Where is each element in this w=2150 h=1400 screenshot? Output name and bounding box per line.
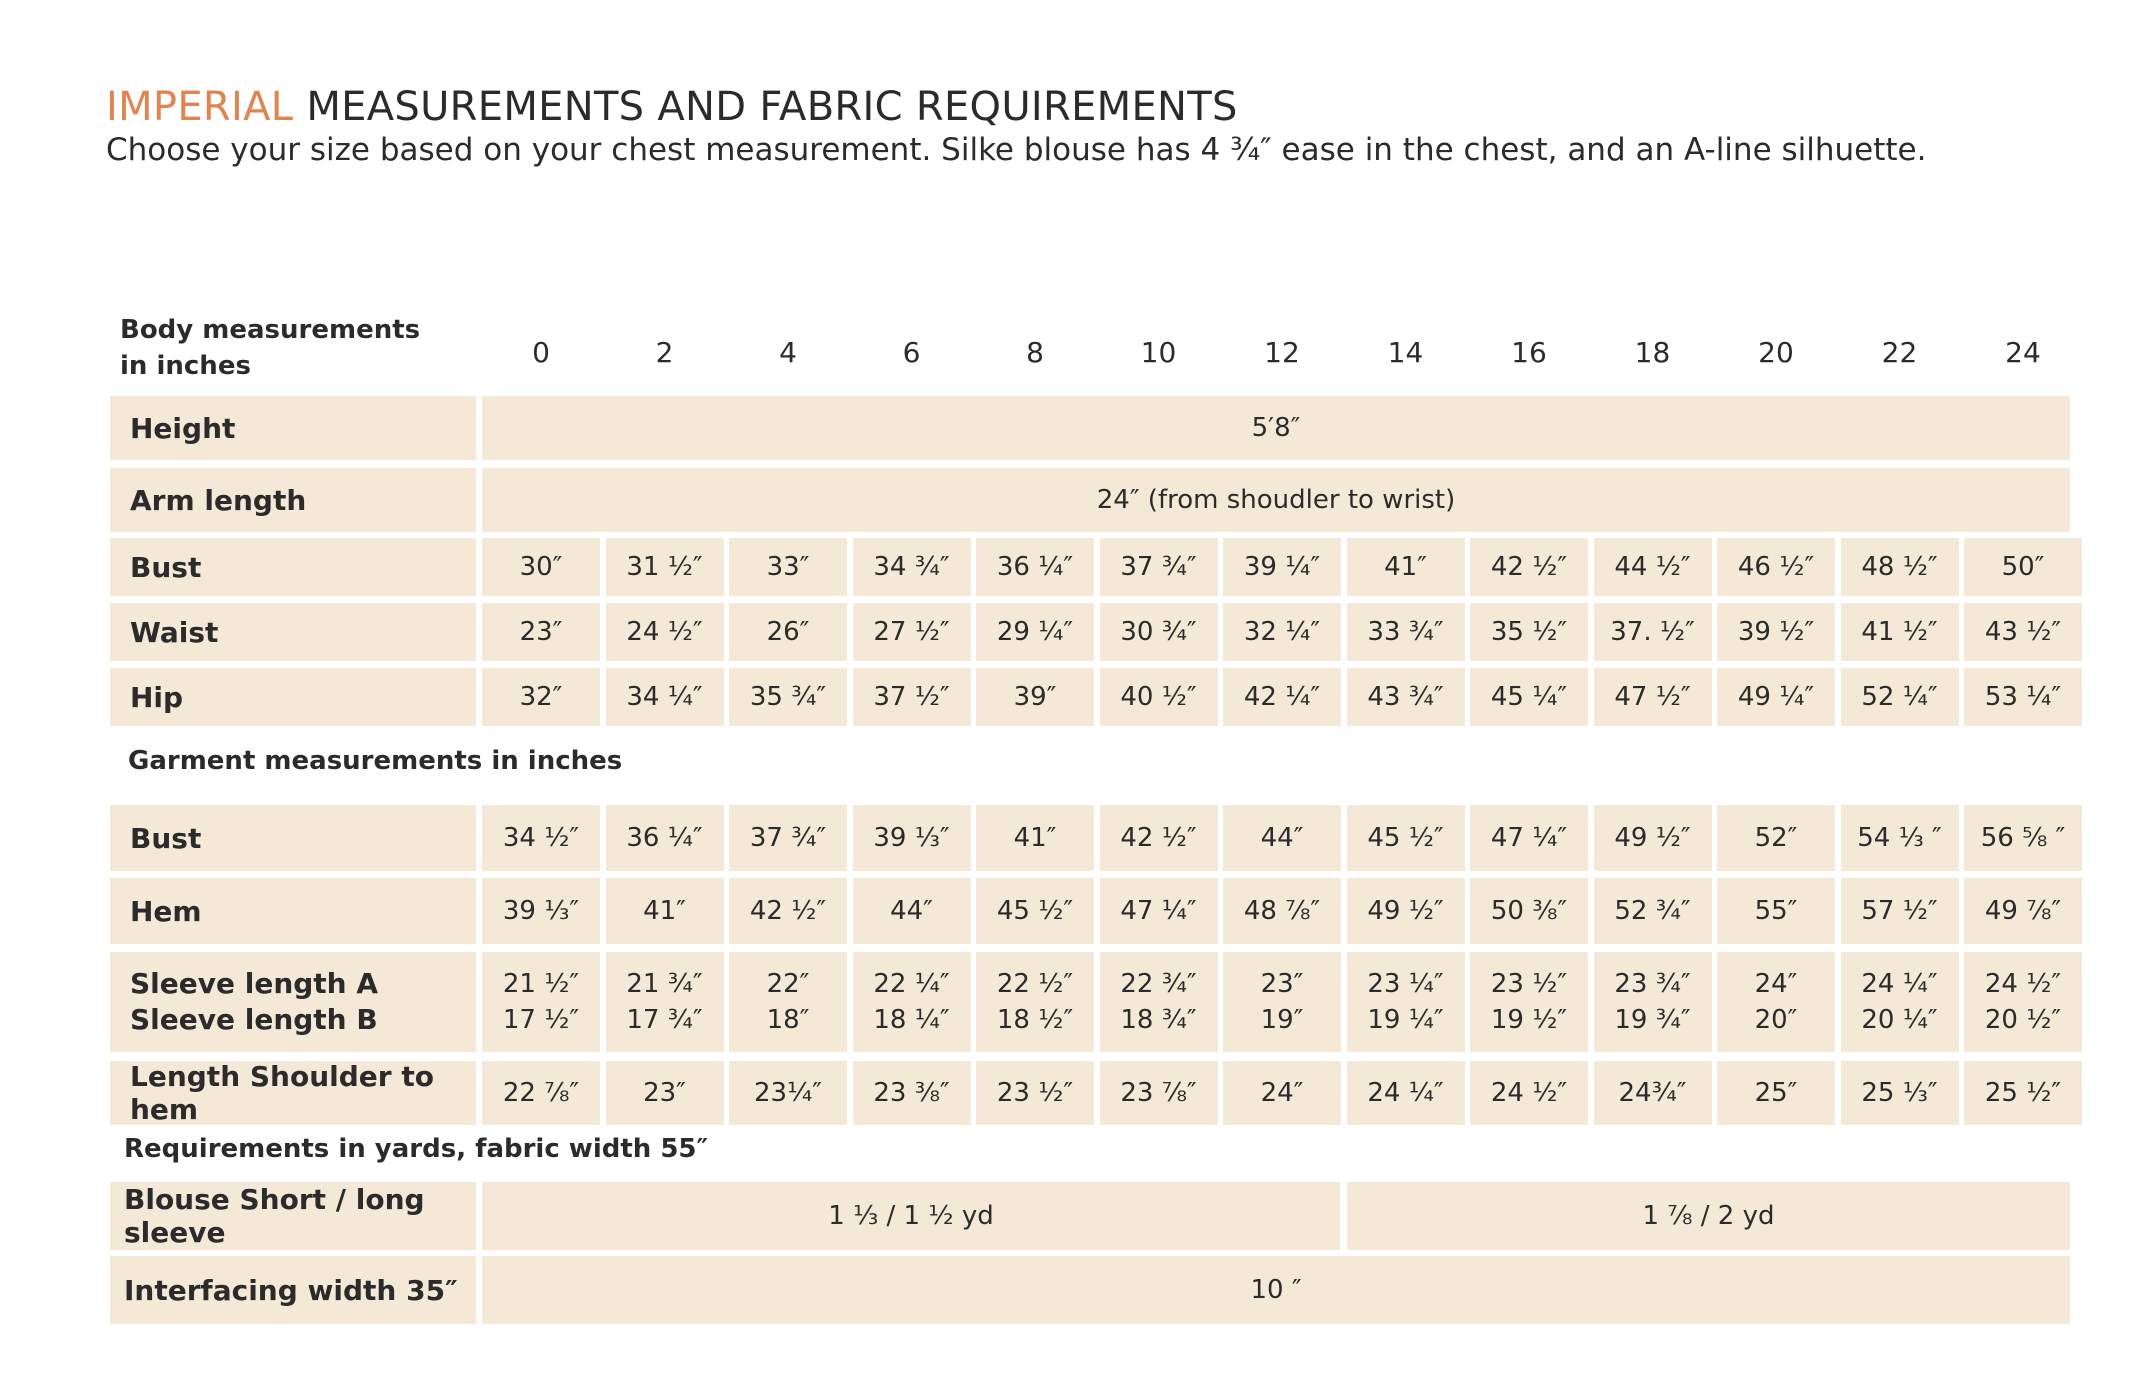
sleeve-b-value: 18 ½″ xyxy=(996,1005,1074,1035)
sleeve-b-value: 17 ½″ xyxy=(502,1005,580,1035)
size-header: 22 xyxy=(1881,336,1918,369)
table-cell xyxy=(1470,952,1588,1052)
sleeve-b-value: 19 ¼″ xyxy=(1367,1005,1444,1035)
row-body-hip xyxy=(110,668,2070,726)
table-cell xyxy=(976,952,1094,1052)
table-cell: 24″ xyxy=(1223,1061,1341,1125)
sleeve-values xyxy=(997,966,1073,1038)
size-header: 14 xyxy=(1387,336,1424,369)
table-cell: 29 ¼″ xyxy=(976,603,1094,661)
row-label: Hem xyxy=(110,878,476,944)
table-cell: 49 ⅞″ xyxy=(1964,878,2082,944)
row-label: Hip xyxy=(110,668,476,726)
sleeve-values xyxy=(1614,966,1690,1038)
sleeve-a-value: 23 ¾″ xyxy=(1614,969,1691,999)
sleeve-values xyxy=(873,966,949,1038)
table-cell: 45 ½″ xyxy=(1347,805,1465,871)
table-cell: 42 ½″ xyxy=(1470,538,1588,596)
row-sleeve-length xyxy=(110,952,2070,1052)
row-label: Blouse Short / long sleeve xyxy=(110,1182,476,1250)
page-title xyxy=(106,84,1238,130)
table-cell xyxy=(606,952,724,1052)
row-length-shoulder-to-hem xyxy=(110,1061,2070,1125)
table-cell: 23″ xyxy=(606,1061,724,1125)
row-arm-length xyxy=(110,468,2070,532)
table-cell: 25 ½″ xyxy=(1964,1061,2082,1125)
table-cell: 39″ xyxy=(976,668,1094,726)
sleeve-values xyxy=(626,966,702,1038)
table-cell: 49 ½″ xyxy=(1347,878,1465,944)
sleeve-a-value: 22 ¾″ xyxy=(1120,969,1197,999)
height-value: 5′8″ xyxy=(482,396,2070,460)
row-label: Bust xyxy=(110,538,476,596)
sleeve-values xyxy=(1367,966,1443,1038)
sleeve-a-value: 23″ xyxy=(1260,969,1304,999)
sleeve-b-value: 19″ xyxy=(1260,1005,1304,1035)
table-cell: 41 ½″ xyxy=(1841,603,1959,661)
row-garment-bust xyxy=(110,805,2070,871)
table-cell xyxy=(729,952,847,1052)
table-cell: 37 ¾″ xyxy=(1100,538,1218,596)
row-label: Interfacing width 35″ xyxy=(110,1256,476,1324)
size-header: 0 xyxy=(532,336,550,369)
sleeve-a-value: 23 ½″ xyxy=(1490,969,1568,999)
table-cell: 24 ½″ xyxy=(606,603,724,661)
sleeve-b-value: 18 ¾″ xyxy=(1120,1005,1197,1035)
table-cell: 27 ½″ xyxy=(853,603,971,661)
table-cell: 34 ¾″ xyxy=(853,538,971,596)
sleeve-label-a: Sleeve length A xyxy=(130,967,379,1000)
table-cell: 24¾″ xyxy=(1594,1061,1712,1125)
table-cell: 52″ xyxy=(1717,805,1835,871)
table-cell: 32 ¼″ xyxy=(1223,603,1341,661)
row-label xyxy=(110,952,476,1052)
sleeve-values xyxy=(1120,966,1196,1038)
table-cell: 41″ xyxy=(606,878,724,944)
table-cell: 37 ¾″ xyxy=(729,805,847,871)
table-cell: 35 ¾″ xyxy=(729,668,847,726)
table-cell xyxy=(1717,952,1835,1052)
table-cell: 23¼″ xyxy=(729,1061,847,1125)
table-cell: 48 ⅞″ xyxy=(1223,878,1341,944)
sleeve-a-value: 22″ xyxy=(766,969,810,999)
row-interfacing xyxy=(110,1256,2070,1324)
table-cell xyxy=(1841,952,1959,1052)
table-cell: 56 ⅝ ″ xyxy=(1964,805,2082,871)
table-cell: 47 ¼″ xyxy=(1470,805,1588,871)
row-label: Bust xyxy=(110,805,476,871)
section-garment: Garment measurements in inches xyxy=(128,746,623,776)
row-garment-hem xyxy=(110,878,2070,944)
sleeve-values xyxy=(1261,966,1304,1038)
table-cell: 50 ⅜″ xyxy=(1470,878,1588,944)
table-cell: 43 ½″ xyxy=(1964,603,2082,661)
table-cell: 52 ¼″ xyxy=(1841,668,1959,726)
table-cell xyxy=(853,952,971,1052)
table-cell: 24 ¼″ xyxy=(1347,1061,1465,1125)
sleeve-values xyxy=(1755,966,1798,1038)
table-cell: 33″ xyxy=(729,538,847,596)
sleeve-a-value: 21 ½″ xyxy=(502,969,580,999)
table-cell: 47 ½″ xyxy=(1594,668,1712,726)
table-cell: 36 ¼″ xyxy=(976,538,1094,596)
table-cell: 42 ¼″ xyxy=(1223,668,1341,726)
table-cell: 23 ⅞″ xyxy=(1100,1061,1218,1125)
sleeve-label-b: Sleeve length B xyxy=(130,1003,378,1036)
table-cell: 23 ⅜″ xyxy=(853,1061,971,1125)
size-header: 4 xyxy=(779,336,797,369)
table-cell xyxy=(1964,952,2082,1052)
sleeve-a-value: 22 ½″ xyxy=(996,969,1074,999)
table-cell: 42 ½″ xyxy=(729,878,847,944)
sleeve-b-value: 17 ¾″ xyxy=(626,1005,703,1035)
table-cell: 37 ½″ xyxy=(853,668,971,726)
table-cell: 48 ½″ xyxy=(1841,538,1959,596)
size-header: 24 xyxy=(2005,336,2041,369)
row-body-bust xyxy=(110,538,2070,596)
table-cell xyxy=(1594,952,1712,1052)
table-cell: 39 ¼″ xyxy=(1223,538,1341,596)
table-cell xyxy=(1100,952,1218,1052)
table-cell: 25″ xyxy=(1717,1061,1835,1125)
sleeve-b-value: 18″ xyxy=(766,1005,810,1035)
table-cell: 36 ¼″ xyxy=(606,805,724,871)
sleeve-a-value: 24 ¼″ xyxy=(1861,969,1938,999)
size-header: 12 xyxy=(1264,336,1300,369)
table-cell: 46 ½″ xyxy=(1717,538,1835,596)
sleeve-a-value: 22 ¼″ xyxy=(873,969,950,999)
title-accent: IMPERIAL xyxy=(106,84,294,130)
table-cell xyxy=(1223,952,1341,1052)
size-header: 6 xyxy=(902,336,921,369)
header-label: Body measurements in inches xyxy=(120,315,421,381)
table-cell xyxy=(1347,952,1465,1052)
table-cell: 23 ½″ xyxy=(976,1061,1094,1125)
table-cell: 45 ¼″ xyxy=(1470,668,1588,726)
sleeve-values xyxy=(1491,966,1567,1038)
sleeve-a-value: 23 ¼″ xyxy=(1367,969,1444,999)
table-cell: 33 ¾″ xyxy=(1347,603,1465,661)
table-cell: 23″ xyxy=(482,603,600,661)
row-label: Arm length xyxy=(110,468,476,532)
row-height xyxy=(110,396,2070,460)
row-blouse xyxy=(110,1182,2070,1250)
table-cell: 50″ xyxy=(1964,538,2082,596)
table-cell: 42 ½″ xyxy=(1100,805,1218,871)
sleeve-b-value: 18 ¼″ xyxy=(873,1005,950,1035)
table-cell: 52 ¾″ xyxy=(1594,878,1712,944)
size-header: 18 xyxy=(1634,336,1671,369)
table-cell: 49 ¼″ xyxy=(1717,668,1835,726)
table-cell: 22 ⅞″ xyxy=(482,1061,600,1125)
row-label: Height xyxy=(110,396,476,460)
table-cell: 47 ¼″ xyxy=(1100,878,1218,944)
size-header: 16 xyxy=(1511,336,1547,369)
table-cell: 25 ⅓″ xyxy=(1841,1061,1959,1125)
size-header: 10 xyxy=(1140,336,1177,369)
table-cell: 41″ xyxy=(1347,538,1465,596)
table-cell: 45 ½″ xyxy=(976,878,1094,944)
table-cell: 30 ¾″ xyxy=(1100,603,1218,661)
section-fabric: Requirements in yards, fabric width 55″ xyxy=(124,1134,709,1164)
table-cell: 41″ xyxy=(976,805,1094,871)
table-cell: 43 ¾″ xyxy=(1347,668,1465,726)
sleeve-values xyxy=(503,966,579,1038)
sleeve-values xyxy=(1861,966,1937,1038)
arm-length-value: 24″ (from shoudler to wrist) xyxy=(482,468,2070,532)
table-cell: 55″ xyxy=(1717,878,1835,944)
row-label: Waist xyxy=(110,603,476,661)
page-subtitle: Choose your size based on your chest measurement. Silke blouse has 4 ¾″ ease in the chest, and an A-line silhuette. xyxy=(106,132,1927,168)
table-cell: 57 ½″ xyxy=(1841,878,1959,944)
size-header: 8 xyxy=(1026,336,1044,369)
blouse-large-sizes: 1 ⅞ / 2 yd xyxy=(1347,1182,2070,1250)
table-cell: 30″ xyxy=(482,538,600,596)
row-body-waist xyxy=(110,603,2070,661)
table-cell: 39 ⅓″ xyxy=(853,805,971,871)
sleeve-b-value: 20 ½″ xyxy=(1984,1005,2062,1035)
table-cell xyxy=(482,952,600,1052)
interfacing-value: 10 ″ xyxy=(482,1256,2070,1324)
sleeve-values xyxy=(767,966,810,1038)
table-cell: 40 ½″ xyxy=(1100,668,1218,726)
table-cell: 53 ¼″ xyxy=(1964,668,2082,726)
size-header: 20 xyxy=(1758,336,1794,369)
table-cell: 35 ½″ xyxy=(1470,603,1588,661)
row-label: Length Shoulder to hem xyxy=(110,1061,476,1125)
table-cell: 32″ xyxy=(482,668,600,726)
table-cell: 44″ xyxy=(853,878,971,944)
table-cell: 37. ½″ xyxy=(1594,603,1712,661)
table-cell: 39 ⅓″ xyxy=(482,878,600,944)
table-cell: 39 ½″ xyxy=(1717,603,1835,661)
table-cell: 54 ⅓ ″ xyxy=(1841,805,1959,871)
sleeve-b-value: 19 ¾″ xyxy=(1614,1005,1691,1035)
table-cell: 26″ xyxy=(729,603,847,661)
sleeve-a-value: 24 ½″ xyxy=(1984,969,2062,999)
sleeve-b-value: 20 ¼″ xyxy=(1861,1005,1938,1035)
sleeve-a-value: 24″ xyxy=(1754,969,1798,999)
sleeve-values xyxy=(1985,966,2061,1038)
sleeve-a-value: 21 ¾″ xyxy=(626,969,703,999)
blouse-small-sizes: 1 ⅓ / 1 ½ yd xyxy=(482,1182,1340,1250)
table-cell: 49 ½″ xyxy=(1594,805,1712,871)
table-cell: 24 ½″ xyxy=(1470,1061,1588,1125)
table-cell: 44″ xyxy=(1223,805,1341,871)
size-header: 2 xyxy=(655,336,674,369)
table-cell: 34 ½″ xyxy=(482,805,600,871)
sleeve-labels xyxy=(130,966,378,1038)
title-rest: MEASUREMENTS AND FABRIC REQUIREMENTS xyxy=(306,84,1238,130)
table-cell: 34 ¼″ xyxy=(606,668,724,726)
table-cell: 44 ½″ xyxy=(1594,538,1712,596)
sleeve-b-value: 20″ xyxy=(1754,1005,1798,1035)
sleeve-b-value: 19 ½″ xyxy=(1490,1005,1568,1035)
table-cell: 31 ½″ xyxy=(606,538,724,596)
